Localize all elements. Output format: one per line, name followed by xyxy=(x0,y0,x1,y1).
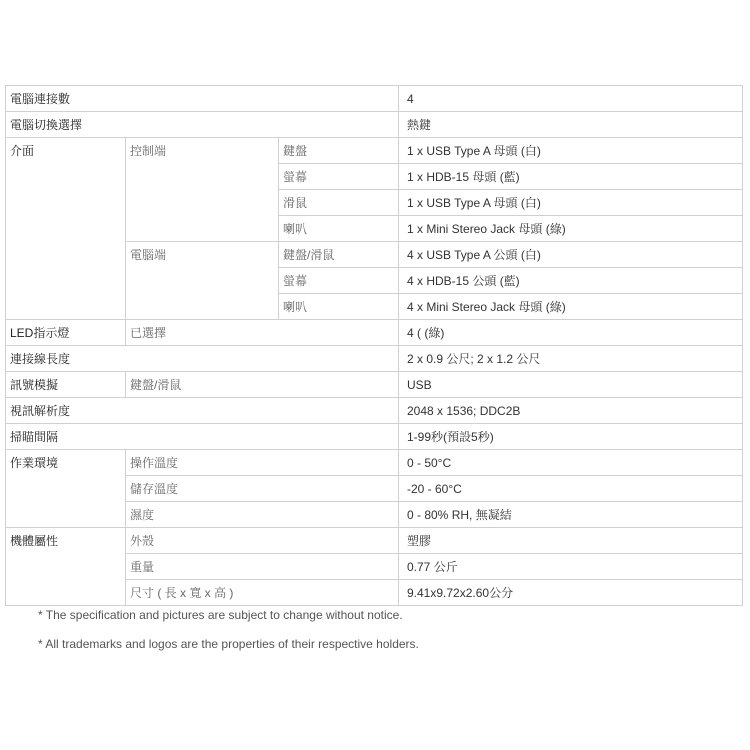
spec-label: 訊號模擬 xyxy=(6,372,126,398)
table-row xyxy=(6,424,743,450)
spec-sublabel: 外殼 xyxy=(126,528,399,554)
spec-label: 掃瞄間隔 xyxy=(6,424,399,450)
spec-item: 喇叭 xyxy=(279,294,399,320)
spec-table xyxy=(5,85,743,606)
spec-label: 視訊解析度 xyxy=(6,398,399,424)
spec-sublabel: 濕度 xyxy=(126,502,399,528)
spec-value: 熱鍵 xyxy=(399,112,743,138)
spec-value: 9.41x9.72x2.60公分 xyxy=(399,580,743,606)
table-row xyxy=(6,450,743,476)
spec-label: 介面 xyxy=(6,138,126,320)
spec-value: 0.77 公斤 xyxy=(399,554,743,580)
spec-value: 0 - 80% RH, 無凝結 xyxy=(399,502,743,528)
spec-sublabel: 電腦端 xyxy=(126,242,279,320)
spec-label: LED指示燈 xyxy=(6,320,126,346)
spec-label: 作業環境 xyxy=(6,450,126,528)
spec-value: 0 - 50°C xyxy=(399,450,743,476)
table-row xyxy=(6,372,743,398)
table-row xyxy=(6,528,743,554)
spec-value: 1 x USB Type A 母頭 (白) xyxy=(399,190,743,216)
spec-value: 1 x USB Type A 母頭 (白) xyxy=(399,138,743,164)
spec-item: 鍵盤/滑鼠 xyxy=(279,242,399,268)
spec-sublabel: 重量 xyxy=(126,554,399,580)
spec-value: 1-99秒(預設5秒) xyxy=(399,424,743,450)
spec-value: -20 - 60°C xyxy=(399,476,743,502)
spec-value: 4 x HDB-15 公頭 (藍) xyxy=(399,268,743,294)
spec-value: 4 x Mini Stereo Jack 母頭 (綠) xyxy=(399,294,743,320)
spec-value: 2 x 0.9 公尺; 2 x 1.2 公尺 xyxy=(399,346,743,372)
table-row xyxy=(6,112,743,138)
spec-value: 4 xyxy=(399,86,743,112)
spec-value: 1 x Mini Stereo Jack 母頭 (綠) xyxy=(399,216,743,242)
spec-item: 滑鼠 xyxy=(279,190,399,216)
spec-sublabel: 儲存溫度 xyxy=(126,476,399,502)
table-row xyxy=(6,86,743,112)
spec-label: 連接線長度 xyxy=(6,346,399,372)
spec-sublabel: 鍵盤/滑鼠 xyxy=(126,372,399,398)
footnote-trademarks: * All trademarks and logos are the properties of their respective holders. xyxy=(38,637,419,651)
spec-sublabel: 控制端 xyxy=(126,138,279,242)
table-row xyxy=(6,346,743,372)
table-row xyxy=(6,320,743,346)
table-row xyxy=(6,138,743,164)
spec-value: 塑膠 xyxy=(399,528,743,554)
spec-sublabel: 操作溫度 xyxy=(126,450,399,476)
spec-value: 2048 x 1536; DDC2B xyxy=(399,398,743,424)
footnote-change: * The specification and pictures are subject to change without notice. xyxy=(38,608,403,622)
spec-value: 4 ( (綠) xyxy=(399,320,743,346)
spec-item: 螢幕 xyxy=(279,268,399,294)
spec-label: 機體屬性 xyxy=(6,528,126,606)
spec-value: 1 x HDB-15 母頭 (藍) xyxy=(399,164,743,190)
spec-value: USB xyxy=(399,372,743,398)
table-row xyxy=(6,398,743,424)
spec-label: 電腦切換選擇 xyxy=(6,112,399,138)
spec-sublabel: 尺寸 ( 長 x 寬 x 高 ) xyxy=(126,580,399,606)
spec-value: 4 x USB Type A 公頭 (白) xyxy=(399,242,743,268)
spec-item: 螢幕 xyxy=(279,164,399,190)
spec-item: 鍵盤 xyxy=(279,138,399,164)
spec-item: 喇叭 xyxy=(279,216,399,242)
spec-sublabel: 已選擇 xyxy=(126,320,399,346)
spec-label: 電腦連接數 xyxy=(6,86,399,112)
